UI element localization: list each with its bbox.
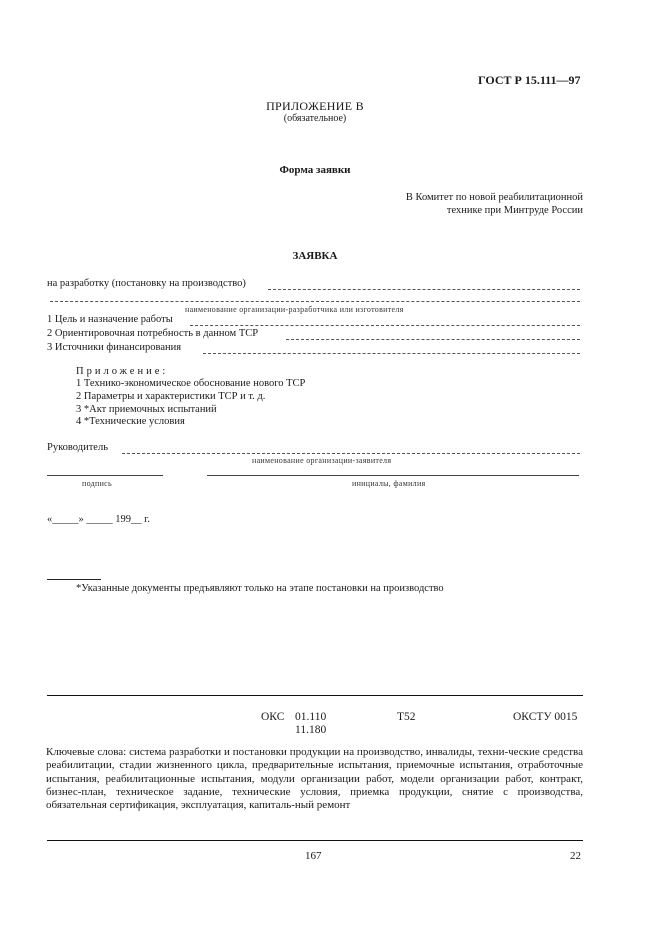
t-code: Т52	[397, 711, 416, 723]
demand-fill-line	[286, 339, 580, 340]
appendix-subtitle: (обязательное)	[283, 113, 347, 124]
page-number-center: 167	[305, 850, 322, 862]
document-title: ЗАЯВКА	[292, 250, 338, 262]
head-label: Руководитель	[47, 442, 108, 453]
name-line	[207, 475, 579, 476]
name-caption: инициалы, фамилия	[352, 479, 426, 488]
funding-fill-line	[203, 353, 580, 354]
attachment-item: 4 *Технические условия	[76, 416, 185, 427]
head-fill-line	[122, 453, 580, 454]
appendix-title: ПРИЛОЖЕНИЕ В	[266, 99, 364, 113]
signature-caption: подпись	[82, 479, 112, 488]
attachment-item: 2 Параметры и характеристики ТСР и т. д.	[76, 391, 266, 402]
development-label: на разработку (постановку на производство)	[47, 278, 246, 289]
footnote: *Указанные документы предъявляют только на этапе постановки на производство	[76, 583, 444, 594]
attachments-title: Приложение:	[76, 366, 169, 377]
addressee-line-2: технике при Минтруде России	[446, 205, 583, 216]
purpose-label: 1 Цель и назначение работы	[47, 314, 173, 325]
footnote-separator	[47, 579, 101, 580]
purpose-fill-line	[190, 325, 580, 326]
attachment-item: 1 Технико-экономическое обоснование нового ТСР	[76, 378, 306, 389]
development-fill-line	[268, 289, 580, 290]
form-title: Форма заявки	[279, 164, 351, 176]
addressee	[360, 191, 583, 217]
classification-rule	[47, 695, 583, 696]
page-number-right: 22	[570, 850, 581, 862]
demand-label: 2 Ориентировочная потребность в данном ТСР	[47, 328, 259, 339]
oks-code-2: 11.180	[295, 724, 327, 736]
oks-code-1: 01.110	[295, 711, 327, 723]
footer-rule	[47, 840, 583, 841]
organization-fill-line	[50, 301, 580, 302]
addressee-line-1: В Комитет по новой реабилитационной	[405, 192, 583, 203]
signature-line	[47, 475, 163, 476]
oks-label: ОКС	[261, 711, 285, 723]
attachment-item: 3 *Акт приемочных испытаний	[76, 404, 217, 415]
date-field: «_____» _____ 199__ г.	[47, 514, 150, 525]
funding-label: 3 Источники финансирования	[47, 342, 182, 353]
keywords: Ключевые слова: система разработки и постановки продукции на производство, инвалиды, техни-ческие средства реабилитации, стадии жизненного цикла, предварительные испытания, приемочные испытания, отработочные испытания, реабилитационные испытания, модули организации работ, модели организации работ, контракт, бизнес-план, техническое задание, технические условия, приемка продукции, снятие с производства, обязательная сертификация, эксплуатация, капиталь-ный ремонт	[46, 746, 583, 812]
applicant-org-caption: наименование организации-заявителя	[252, 456, 392, 465]
standard-number: ГОСТ Р 15.111—97	[478, 73, 581, 87]
okstu-code: ОКСТУ 0015	[513, 711, 578, 723]
organization-caption: наименование организации-разработчика или изготовителя	[185, 305, 404, 314]
